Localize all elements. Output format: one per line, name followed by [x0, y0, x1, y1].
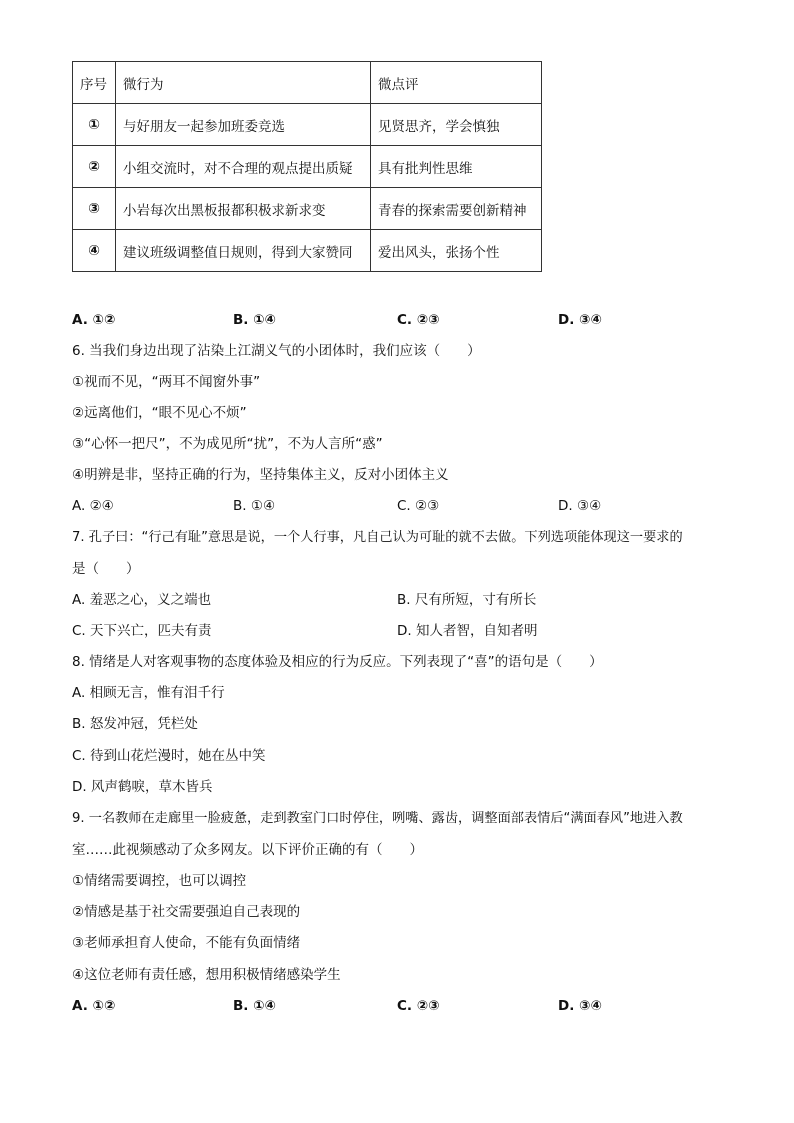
- row-number: ①: [73, 104, 116, 146]
- row-number: ③: [73, 188, 116, 230]
- q9-item-1: ①情绪需要调控，也可以调控: [72, 873, 247, 889]
- q8-option-c[interactable]: C. 待到山花烂漫时，她在丛中笑: [72, 748, 266, 764]
- q6-option-b[interactable]: B. ①④: [233, 498, 276, 514]
- q7-stem-line2: 是（ ）: [72, 561, 140, 577]
- header-comment: 微点评: [371, 62, 542, 104]
- q9-option-b[interactable]: B. ①④: [233, 998, 276, 1014]
- row-behavior: 建议班级调整值日规则，得到大家赞同: [116, 230, 371, 272]
- q6-option-c[interactable]: C. ②③: [397, 498, 440, 514]
- q9-option-c[interactable]: C. ②③: [397, 998, 440, 1014]
- row-number: ②: [73, 146, 116, 188]
- table-row: [73, 146, 542, 188]
- q9-option-d[interactable]: D. ③④: [558, 998, 602, 1014]
- table-row: [73, 230, 542, 272]
- q6-option-a[interactable]: A. ②④: [72, 498, 114, 514]
- q9-stem-line2: 室……此视频感动了众多网友。以下评价正确的有（ ）: [72, 842, 423, 858]
- table-header-row: [73, 62, 542, 104]
- q7-option-a[interactable]: A. 羞恶之心，义之端也: [72, 592, 212, 608]
- q8-option-d[interactable]: D. 风声鹤唳，草木皆兵: [72, 779, 213, 795]
- q8-stem: 8. 情绪是人对客观事物的态度体验及相应的行为反应。下列表现了“喜”的语句是（ ）: [72, 654, 603, 670]
- q9-option-a[interactable]: A. ①②: [72, 998, 116, 1014]
- q8-option-a[interactable]: A. 相顾无言，惟有泪千行: [72, 685, 225, 701]
- row-behavior: 小岩每次出黑板报都积极求新求变: [116, 188, 371, 230]
- q7-option-b[interactable]: B. 尺有所短，寸有所长: [397, 592, 537, 608]
- table-row: [73, 104, 542, 146]
- row-behavior: 与好朋友一起参加班委竞选: [116, 104, 371, 146]
- q7-option-c[interactable]: C. 天下兴亡，匹夫有责: [72, 623, 212, 639]
- row-behavior: 小组交流时，对不合理的观点提出质疑: [116, 146, 371, 188]
- row-comment: 爱出风头，张扬个性: [371, 230, 542, 272]
- table-row: [73, 188, 542, 230]
- q5-option-b[interactable]: B. ①④: [233, 312, 276, 328]
- header-behavior: 微行为: [116, 62, 371, 104]
- q9-stem-line1: 9. 一名教师在走廊里一脸疲惫，走到教室门口时停住，咧嘴、露齿，调整面部表情后“满面春风”地进入教: [72, 811, 683, 826]
- q6-stem: 6. 当我们身边出现了沾染上江湖义气的小团体时，我们应该（ ）: [72, 343, 481, 359]
- behavior-table: [72, 61, 542, 272]
- q8-option-b[interactable]: B. 怒发冲冠，凭栏处: [72, 716, 198, 732]
- q5-option-c[interactable]: C. ②③: [397, 312, 440, 328]
- q9-item-4: ④这位老师有责任感，想用积极情绪感染学生: [72, 967, 341, 983]
- header-index: 序号: [73, 62, 116, 104]
- row-comment: 见贤思齐，学会慎独: [371, 104, 542, 146]
- q5-option-a[interactable]: A. ①②: [72, 312, 116, 328]
- q7-stem-line1: 7. 孔子曰：“行己有耻”意思是说，一个人行事，凡自己认为可耻的就不去做。下列选项能体现这一要求的: [72, 530, 683, 545]
- q6-item-4: ④明辨是非，坚持正确的行为，坚持集体主义，反对小团体主义: [72, 467, 449, 483]
- q6-option-d[interactable]: D. ③④: [558, 498, 602, 514]
- q6-item-1: ①视而不见，“两耳不闻窗外事”: [72, 374, 261, 390]
- q6-item-2: ②远离他们，“眼不见心不烦”: [72, 405, 247, 421]
- q6-item-3: ③“心怀一把尺”，不为成见所“扰”，不为人言所“惑”: [72, 436, 383, 452]
- q7-option-d[interactable]: D. 知人者智，自知者明: [397, 623, 538, 639]
- row-number: ④: [73, 230, 116, 272]
- row-comment: 青春的探索需要创新精神: [371, 188, 542, 230]
- q9-item-3: ③老师承担育人使命，不能有负面情绪: [72, 935, 301, 951]
- q9-item-2: ②情感是基于社交需要强迫自己表现的: [72, 904, 301, 920]
- q5-option-d[interactable]: D. ③④: [558, 312, 602, 328]
- row-comment: 具有批判性思维: [371, 146, 542, 188]
